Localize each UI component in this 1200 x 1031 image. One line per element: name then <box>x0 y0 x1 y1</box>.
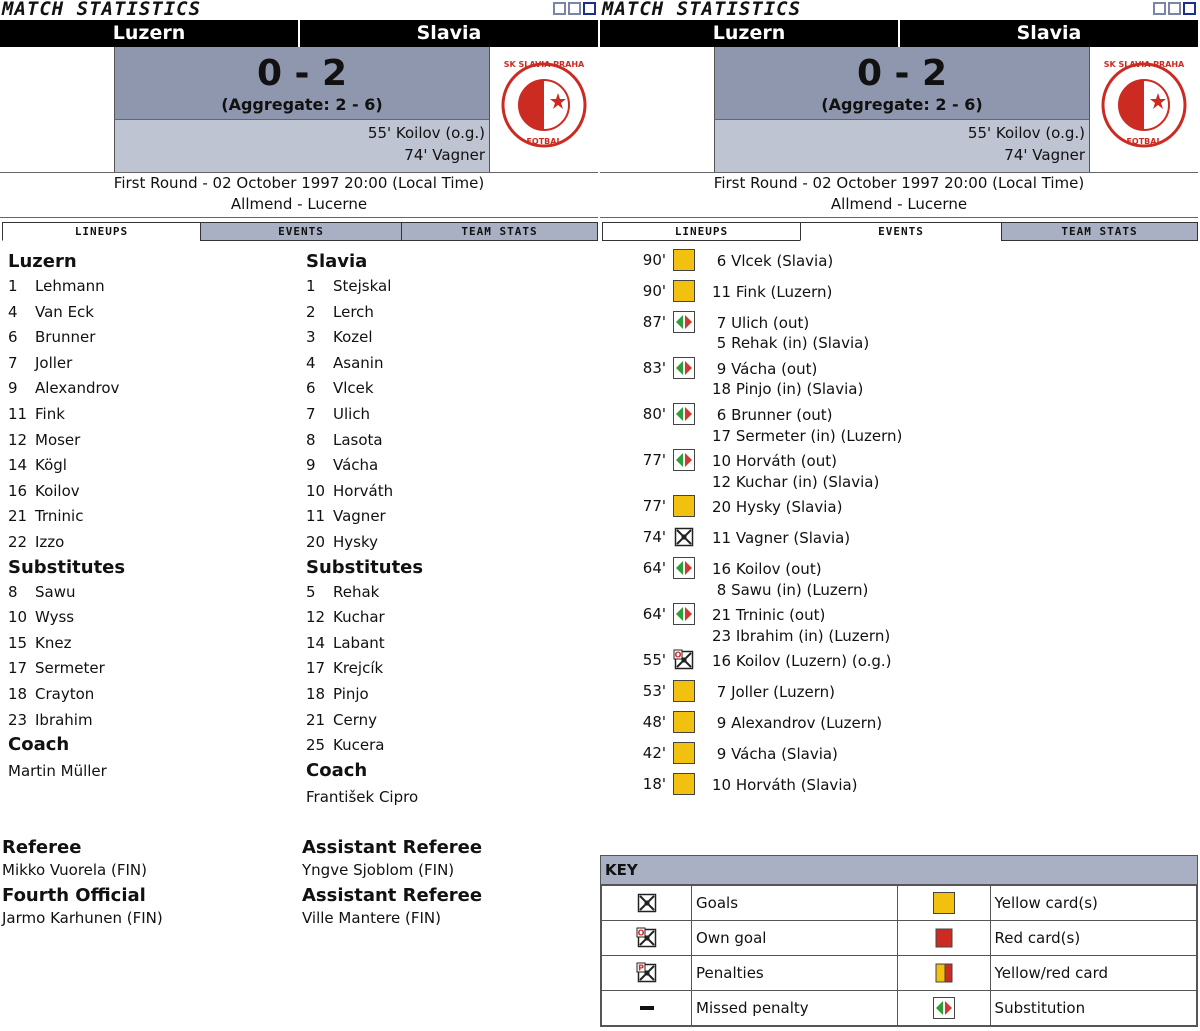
home-lineup <box>8 250 125 783</box>
substitute-player <box>306 733 423 759</box>
substitute-player <box>8 682 125 708</box>
player-name: Sermeter <box>35 659 105 678</box>
shirt-number: 7 <box>8 353 18 372</box>
event-description: 10 Horváth (Slavia) <box>712 775 858 794</box>
lineup-player <box>306 504 423 530</box>
svg-text:P: P <box>637 963 644 973</box>
red-icon <box>933 927 955 949</box>
sub-icon <box>673 603 697 627</box>
final-score: 0 - 2 <box>256 53 348 94</box>
key-row <box>602 956 1197 991</box>
event-minute: 64' <box>642 605 666 624</box>
match-venue: Allmend - Lucerne <box>230 195 368 213</box>
shirt-number: 12 <box>306 608 326 627</box>
lineup-player <box>306 274 423 300</box>
goal-scorers <box>114 119 490 173</box>
owngoal-icon <box>636 927 658 949</box>
window-buttons[interactable] <box>551 2 596 21</box>
match-info <box>0 172 598 218</box>
key-row <box>602 991 1197 1026</box>
shirt-number: 12 <box>8 430 28 449</box>
yellow-icon <box>673 280 697 304</box>
lineup-player <box>306 300 423 326</box>
coach-name: Martin Müller <box>8 762 107 781</box>
event-minute: 42' <box>642 743 666 762</box>
lineup-player <box>306 376 423 402</box>
sub-icon <box>673 449 697 473</box>
event-description: 10 Horváth (out) 12 Kuchar (in) (Slavia) <box>712 452 880 491</box>
shirt-number: 25 <box>306 736 326 755</box>
shirt-number: 18 <box>306 684 326 703</box>
player-name: Brunner <box>35 328 96 347</box>
panel-header <box>600 0 1198 20</box>
player-name: Ulich <box>333 404 371 423</box>
event-minute: 64' <box>642 559 666 577</box>
shirt-number: 4 <box>306 353 316 372</box>
match-info <box>600 172 1198 218</box>
substitute-player <box>306 682 423 708</box>
referee-name: Mikko Vuorela (FIN) <box>2 861 147 879</box>
player-name: Kozel <box>333 328 373 347</box>
shirt-number: 17 <box>306 659 326 678</box>
lineup-player <box>8 376 125 402</box>
assistant-referee-label: Assistant Referee <box>302 885 483 906</box>
event-description: 21 Trninic (out) 23 Ibrahim (in) (Luzern) <box>712 606 891 645</box>
substitute-player <box>8 580 125 606</box>
shirt-number: 5 <box>306 582 316 601</box>
player-name: Vagner <box>333 507 386 526</box>
substitute-player <box>306 605 423 631</box>
event-minute: 55' <box>642 651 666 670</box>
tab-lineups[interactable]: LINEUPS <box>602 222 801 241</box>
window-button-icon[interactable] <box>1153 2 1166 15</box>
event-minute: 18' <box>642 774 666 793</box>
lineup-player <box>306 453 423 479</box>
tab-team-stats[interactable]: TEAM STATS <box>1001 222 1198 241</box>
substitutes-label: Substitutes <box>8 556 126 578</box>
officials-left <box>2 836 163 932</box>
events-panel <box>600 0 1198 1031</box>
player-name: Cerny <box>333 710 377 729</box>
shirt-number: 15 <box>8 633 28 652</box>
tab-events[interactable]: EVENTS <box>800 222 1002 241</box>
key-label: Missed penalty <box>692 991 898 1026</box>
penalty-icon <box>636 962 658 984</box>
lineup-player <box>306 402 423 428</box>
yellow-icon <box>933 892 955 914</box>
score-box <box>114 47 490 120</box>
shirt-number: 6 <box>306 379 316 398</box>
player-name: Lehmann <box>35 277 105 295</box>
player-name: Lerch <box>333 302 374 321</box>
shirt-number: 21 <box>8 507 28 526</box>
home-team-name: Luzern <box>0 20 300 47</box>
event-description: 9 Vácha (Slavia) <box>712 744 838 763</box>
fourth-official-name: Jarmo Karhunen (FIN) <box>2 909 163 927</box>
shirt-number: 21 <box>306 710 326 729</box>
player-name: Ibrahim <box>35 710 93 729</box>
lineup-player <box>8 428 125 454</box>
team-names-bar <box>600 20 1198 47</box>
player-name: Krejcík <box>333 659 384 678</box>
team-names-bar <box>0 20 598 47</box>
substitute-player <box>306 708 423 734</box>
svg-text:O: O <box>674 650 682 660</box>
player-name: Vlcek <box>333 379 374 398</box>
shirt-number: 17 <box>8 659 28 678</box>
lineup-player <box>306 530 423 556</box>
lineup-player <box>8 300 125 326</box>
substitute-player <box>8 631 125 657</box>
shirt-number: 1 <box>8 277 18 295</box>
shirt-number: 9 <box>306 456 316 475</box>
aggregate-score: (Aggregate: 2 - 6) <box>221 95 383 114</box>
player-name: Alexandrov <box>35 379 120 398</box>
svg-text:FOTBAL: FOTBAL <box>1126 137 1162 146</box>
owngoal-icon <box>673 649 697 673</box>
window-button-icon[interactable] <box>568 2 581 15</box>
sub-icon <box>673 357 697 381</box>
substitute-player <box>8 708 125 734</box>
lineup-team-name: Slavia <box>306 251 368 272</box>
assistant-referee-name: Ville Mantere (FIN) <box>302 909 441 927</box>
shirt-number: 10 <box>306 481 326 500</box>
tab-lineups[interactable]: LINEUPS <box>2 222 201 241</box>
player-name: Horváth <box>333 481 394 500</box>
event-minute: 77' <box>642 497 666 516</box>
missed-icon <box>636 997 658 1019</box>
event-minute: 90' <box>642 281 666 300</box>
player-name: Lasota <box>333 430 383 449</box>
key-title: KEY <box>601 856 1197 885</box>
svg-text:FOTBAL: FOTBAL <box>526 137 562 146</box>
shirt-number: 11 <box>306 507 326 526</box>
shirt-number: 2 <box>306 302 316 321</box>
lineup-player <box>306 479 423 505</box>
player-name: Kuchar <box>333 608 385 627</box>
scorer-line: 55' Koilov (o.g.) <box>367 124 485 142</box>
event-description: 7 Ulich (out) 5 Rehak (in) (Slavia) <box>716 313 870 353</box>
player-name: Moser <box>35 430 81 449</box>
player-name: Stejskal <box>333 277 392 295</box>
aggregate-score: (Aggregate: 2 - 6) <box>821 95 983 114</box>
away-team-name: Slavia <box>416 22 482 44</box>
shirt-number: 18 <box>8 684 28 703</box>
event-minute: 74' <box>642 528 666 547</box>
substitute-player <box>306 656 423 682</box>
event-minute: 90' <box>642 251 666 269</box>
yellow-icon <box>673 495 697 519</box>
event-description: 20 Hysky (Slavia) <box>712 498 843 517</box>
key-label: Penalties <box>692 956 898 991</box>
substitute-player <box>8 605 125 631</box>
panel-header <box>0 0 598 20</box>
lineup-player <box>306 428 423 454</box>
event-description: 9 Alexandrov (Luzern) <box>712 714 883 732</box>
lineup-player <box>8 479 125 505</box>
scorer-line: 55' Koilov (o.g.) <box>967 124 1085 142</box>
player-name: Fink <box>35 404 65 423</box>
assistant-referee-label: Assistant Referee <box>302 837 483 858</box>
key-label: Substitution <box>990 991 1196 1026</box>
event-description: 11 Vagner (Slavia) <box>712 529 851 548</box>
event-minute: 53' <box>642 682 666 701</box>
lineup-player <box>8 402 125 428</box>
shirt-number: 14 <box>8 456 28 475</box>
shirt-number: 16 <box>8 481 28 500</box>
goal-icon <box>636 892 658 914</box>
player-name: Sawu <box>35 582 76 601</box>
key-label: Own goal <box>692 921 898 956</box>
lineup-player <box>8 274 125 300</box>
event-description: 16 Koilov (out) 8 Sawu (in) (Luzern) <box>712 560 869 599</box>
panel-title: MATCH STATISTICS <box>602 0 802 20</box>
key-label: Yellow card(s) <box>990 886 1196 921</box>
player-name: Asanin <box>333 353 384 372</box>
sub-icon <box>673 311 697 335</box>
panel-title: MATCH STATISTICS <box>2 0 202 20</box>
shirt-number: 8 <box>8 582 18 601</box>
goal-scorers <box>714 119 1090 173</box>
substitute-player <box>306 580 423 606</box>
key-row <box>602 886 1197 921</box>
match-round-date: First Round - 02 October 1997 20:00 (Local Time) <box>113 174 485 192</box>
player-name: Izzo <box>35 532 65 551</box>
tab-bar <box>600 222 1198 241</box>
slavia-crest-logo <box>490 47 598 169</box>
player-name: Hysky <box>333 532 378 551</box>
event-minute: 87' <box>642 312 666 331</box>
shirt-number: 8 <box>306 430 316 449</box>
shirt-number: 9 <box>8 379 18 398</box>
event-description: 16 Koilov (Luzern) (o.g.) <box>712 652 892 671</box>
yellow-icon <box>673 742 697 766</box>
window-button-icon[interactable] <box>1168 2 1181 15</box>
player-name: Van Eck <box>35 302 94 321</box>
substitute-player <box>8 656 125 682</box>
shirt-number: 23 <box>8 710 28 729</box>
tab-bar <box>0 222 598 241</box>
key-label: Yellow/red card <box>990 956 1196 991</box>
sub-icon <box>673 403 697 427</box>
key-table <box>601 885 1197 1026</box>
shirt-number: 20 <box>306 532 326 551</box>
shirt-number: 4 <box>8 302 18 321</box>
player-name: Kucera <box>333 736 385 755</box>
lineup-player <box>306 351 423 377</box>
svg-text:SK SLAVIA PRAHA: SK SLAVIA PRAHA <box>503 60 585 69</box>
player-name: Trninic <box>35 507 84 526</box>
lineups-panel <box>0 0 598 1031</box>
player-name: Wyss <box>35 608 75 627</box>
lineup-player <box>8 325 125 351</box>
yellow-icon <box>673 249 697 273</box>
key-label: Goals <box>692 886 898 921</box>
event-minute: 77' <box>642 451 666 470</box>
event-description: 6 Vlcek (Slavia) <box>712 252 834 270</box>
player-name: Crayton <box>35 684 95 703</box>
key-legend <box>600 855 1198 1027</box>
svg-text:SK SLAVIA PRAHA: SK SLAVIA PRAHA <box>1103 60 1185 69</box>
player-name: Kögl <box>35 456 67 475</box>
event-description: 6 Brunner (out) 17 Sermeter (in) (Luzern) <box>712 406 903 445</box>
lineup-player <box>306 325 423 351</box>
match-venue: Allmend - Lucerne <box>830 195 968 213</box>
window-button-icon[interactable] <box>553 2 566 15</box>
shirt-number: 11 <box>8 404 28 423</box>
player-name: Knez <box>35 633 72 652</box>
final-score: 0 - 2 <box>856 53 948 94</box>
event-minute: 48' <box>642 713 666 731</box>
window-buttons[interactable] <box>1151 2 1196 21</box>
player-name: Koilov <box>35 481 80 500</box>
shirt-number: 14 <box>306 633 326 652</box>
lineup-player <box>8 453 125 479</box>
coach-name: František Cipro <box>306 787 419 806</box>
player-name: Vácha <box>333 456 379 475</box>
lineup-player <box>8 504 125 530</box>
assistant-referee-name: Yngve Sjoblom (FIN) <box>302 861 455 879</box>
lineup-player <box>8 530 125 556</box>
player-name: Joller <box>35 353 73 372</box>
substitute-player <box>306 631 423 657</box>
substitutes-label: Substitutes <box>306 556 424 578</box>
shirt-number: 10 <box>8 608 28 627</box>
event-description: 9 Vácha (out) 18 Pinjo (in) (Slavia) <box>712 359 864 399</box>
yellow-icon <box>673 773 697 797</box>
window-button-icon[interactable] <box>1183 2 1196 15</box>
fourth-official-label: Fourth Official <box>2 885 146 906</box>
shirt-number: 3 <box>306 328 316 347</box>
event-minute: 80' <box>642 405 666 423</box>
shirt-number: 7 <box>306 404 316 423</box>
yellowred-icon <box>933 962 955 984</box>
coach-label: Coach <box>8 734 70 756</box>
match-round-date: First Round - 02 October 1997 20:00 (Local Time) <box>713 174 1085 192</box>
player-name: Pinjo <box>333 684 369 703</box>
player-name: Labant <box>333 633 385 652</box>
shirt-number: 6 <box>8 328 18 347</box>
event-description: 11 Fink (Luzern) <box>712 282 833 301</box>
officials-right <box>302 836 482 932</box>
referee-label: Referee <box>2 837 82 858</box>
lineup-team-name: Luzern <box>8 251 77 272</box>
away-lineup <box>306 250 423 809</box>
sub-icon <box>673 557 697 581</box>
shirt-number: 22 <box>8 532 28 551</box>
svg-text:O: O <box>637 928 644 938</box>
goal-icon <box>673 526 697 550</box>
score-box <box>714 47 1090 120</box>
key-row <box>602 921 1197 956</box>
yellow-icon <box>673 711 697 735</box>
tab-events[interactable]: EVENTS <box>200 222 402 241</box>
scorer-line: 74' Vagner <box>404 146 485 164</box>
shirt-number: 1 <box>306 277 316 295</box>
away-team-name: Slavia <box>1016 22 1082 44</box>
yellow-icon <box>673 680 697 704</box>
key-label: Red card(s) <box>990 921 1196 956</box>
event-minute: 83' <box>642 358 666 377</box>
sub-icon <box>933 997 955 1019</box>
home-team-name: Luzern <box>600 20 900 47</box>
event-description: 7 Joller (Luzern) <box>712 683 835 702</box>
tab-team-stats[interactable]: TEAM STATS <box>401 222 598 241</box>
scorer-line: 74' Vagner <box>1004 146 1085 164</box>
player-name: Rehak <box>333 582 380 601</box>
window-button-icon[interactable] <box>583 2 596 15</box>
coach-label: Coach <box>306 759 368 781</box>
lineup-player <box>8 351 125 377</box>
slavia-crest-logo <box>1090 47 1198 169</box>
